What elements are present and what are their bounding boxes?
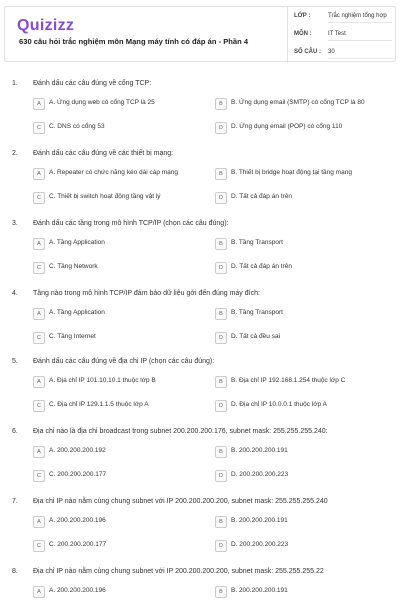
option-d[interactable] — [215, 121, 385, 135]
option-letter: C — [33, 262, 45, 274]
option-letter: D — [215, 192, 227, 204]
option-letter: B — [215, 98, 227, 110]
question-text: Địa chỉ nào là địa chỉ broadcast trong subnet 200.200.200.176, subnet mask: 255.255.255.240: — [33, 428, 328, 435]
question-number: 1. — [12, 80, 18, 87]
option-letter: C — [33, 540, 45, 552]
option-text: B. Tầng Transport — [231, 239, 283, 246]
option-text: B. Địa chỉ IP 192.168.1.254 thuộc lớp C — [231, 377, 346, 384]
option-text: A. Tầng Application — [49, 239, 105, 246]
option-letter: B — [215, 516, 227, 528]
meta-row-subject — [288, 25, 398, 43]
meta-label: MÔN : — [294, 31, 312, 37]
option-d[interactable] — [215, 469, 385, 483]
question-text: Đánh dấu các câu đúng về địa chỉ IP (chọn các câu đúng): — [33, 358, 215, 365]
option-letter: B — [215, 168, 227, 180]
option-c[interactable] — [33, 191, 203, 205]
question-text: Đánh dấu các tầng trong mô hình TCP/IP (chọn các câu đúng): — [33, 220, 229, 227]
option-a[interactable] — [33, 167, 203, 181]
question-number: 2. — [12, 150, 18, 157]
option-a[interactable] — [33, 515, 203, 529]
option-text: D. 200.200.200.223 — [231, 471, 289, 478]
meta-label: SỐ CÂU : — [294, 49, 321, 55]
option-letter: D — [215, 400, 227, 412]
option-a[interactable] — [33, 237, 203, 251]
question-number: 5. — [12, 358, 18, 365]
meta-underline — [328, 58, 392, 59]
option-text: A. 200.200.200.196 — [49, 517, 106, 524]
option-b[interactable] — [215, 307, 385, 321]
option-text: B. 200.200.200.191 — [231, 447, 288, 454]
option-b[interactable] — [215, 515, 385, 529]
question-number: 8. — [12, 568, 18, 575]
option-text: A. 200.200.200.192 — [49, 447, 106, 454]
option-d[interactable] — [215, 331, 385, 345]
quizizz-logo: Quizizz — [17, 17, 75, 34]
option-letter: C — [33, 400, 45, 412]
worksheet-header — [4, 6, 396, 62]
option-text: A. Địa chỉ IP 101.10.10.1 thuộc lớp B — [49, 377, 156, 384]
option-d[interactable] — [215, 399, 385, 413]
option-text: D. Địa chỉ IP 10.0.0.1 thuộc lớp A — [231, 401, 327, 408]
option-b[interactable] — [215, 97, 385, 111]
question-text: Địa chỉ IP nào nằm cùng chung subnet với IP 200.200.200.200, subnet mask: 255.255.255.240 — [33, 498, 328, 505]
option-text: B. 200.200.200.191 — [231, 517, 288, 524]
meta-underline — [328, 40, 392, 41]
option-letter: C — [33, 470, 45, 482]
question-number: 3. — [12, 220, 18, 227]
option-letter: A — [33, 516, 45, 528]
meta-row-class — [288, 7, 398, 25]
option-letter: C — [33, 122, 45, 134]
option-letter: A — [33, 98, 45, 110]
option-text: A. Repeater có chức năng kéo dài cáp mạng — [49, 169, 179, 176]
option-text: A. Tầng Application — [49, 309, 105, 316]
option-text: C. Địa chỉ IP 129.1.1.5 thuộc lớp A — [49, 401, 149, 408]
option-a[interactable] — [33, 375, 203, 389]
meta-label: LỚP : — [294, 13, 311, 19]
option-letter: A — [33, 308, 45, 320]
meta-underline — [328, 22, 392, 23]
option-a[interactable] — [33, 97, 203, 111]
option-letter: A — [33, 586, 45, 598]
option-c[interactable] — [33, 121, 203, 135]
option-a[interactable] — [33, 307, 203, 321]
option-letter: D — [215, 122, 227, 134]
option-text: C. Thiết bị switch hoạt động tầng vật lý — [49, 193, 161, 200]
option-a[interactable] — [33, 585, 203, 599]
option-text: C. Tầng Network — [49, 263, 98, 270]
question-text: Địa chỉ IP nào nằm cùng chung subnet với IP 200.200.200.200, subnet mask: 255.255.255.22 — [33, 568, 324, 575]
option-text: B. Ứng dụng email (SMTP) có cổng TCP là 80 — [231, 99, 365, 106]
option-c[interactable] — [33, 469, 203, 483]
option-text: D. Ứng dụng email (POP) có cổng 110 — [231, 123, 343, 130]
option-letter: B — [215, 308, 227, 320]
option-text: B. Thiết bị bridge hoạt động tại tầng mạng — [231, 169, 352, 176]
option-c[interactable] — [33, 331, 203, 345]
option-letter: B — [215, 238, 227, 250]
option-a[interactable] — [33, 445, 203, 459]
option-letter: D — [215, 332, 227, 344]
option-text: D. 200.200.200.223 — [231, 541, 289, 548]
option-letter: D — [215, 470, 227, 482]
option-letter: B — [215, 586, 227, 598]
meta-value: 30 — [328, 49, 335, 55]
question-text: Đánh dấu các câu đúng về các thiết bị mạng: — [33, 150, 174, 157]
option-letter: C — [33, 192, 45, 204]
option-b[interactable] — [215, 585, 385, 599]
meta-value: IT Test — [328, 31, 346, 37]
option-letter: D — [215, 262, 227, 274]
meta-row-count — [288, 43, 398, 61]
option-d[interactable] — [215, 539, 385, 553]
option-b[interactable] — [215, 375, 385, 389]
option-text: B. Tầng Transport — [231, 309, 283, 316]
option-text: B. 200.200.200.191 — [231, 587, 288, 594]
option-letter: A — [33, 238, 45, 250]
meta-value: Trắc nghiệm tổng hợp — [328, 13, 387, 19]
option-letter: A — [33, 376, 45, 388]
option-d[interactable] — [215, 261, 385, 275]
option-c[interactable] — [33, 539, 203, 553]
option-letter: C — [33, 332, 45, 344]
worksheet-meta — [287, 7, 398, 63]
option-letter: D — [215, 540, 227, 552]
option-letter: B — [215, 376, 227, 388]
question-text: Tầng nào trong mô hình TCP/IP đảm bảo dữ liệu gởi đến đúng máy đích: — [33, 290, 260, 297]
option-text: C. Tầng Internet — [49, 333, 96, 340]
option-text: C. 200.200.200.177 — [49, 541, 107, 548]
question-number: 6. — [12, 428, 18, 435]
option-text: C. 200.200.200.177 — [49, 471, 107, 478]
worksheet-title: 630 câu hỏi trắc nghiệm môn Mạng máy tính có đáp án - Phần 4 — [19, 37, 249, 46]
option-c[interactable] — [33, 399, 203, 413]
option-b[interactable] — [215, 237, 385, 251]
option-b[interactable] — [215, 167, 385, 181]
option-c[interactable] — [33, 261, 203, 275]
option-text: D. Tất cả đều sai — [231, 333, 281, 340]
option-text: C. DNS có cổng 53 — [49, 123, 105, 130]
option-letter: A — [33, 446, 45, 458]
option-text: D. Tất cả đáp án trên — [231, 263, 292, 270]
option-text: A. 200.200.200.196 — [49, 587, 106, 594]
question-number: 7. — [12, 498, 18, 505]
option-text: A. Ứng dụng web có cổng TCP là 25 — [49, 99, 155, 106]
question-text: Đánh dấu các câu đúng về cổng TCP: — [33, 80, 152, 87]
option-letter: B — [215, 446, 227, 458]
option-letter: A — [33, 168, 45, 180]
option-d[interactable] — [215, 191, 385, 205]
question-number: 4. — [12, 290, 18, 297]
option-text: D. Tất cả đáp án trên — [231, 193, 292, 200]
option-b[interactable] — [215, 445, 385, 459]
